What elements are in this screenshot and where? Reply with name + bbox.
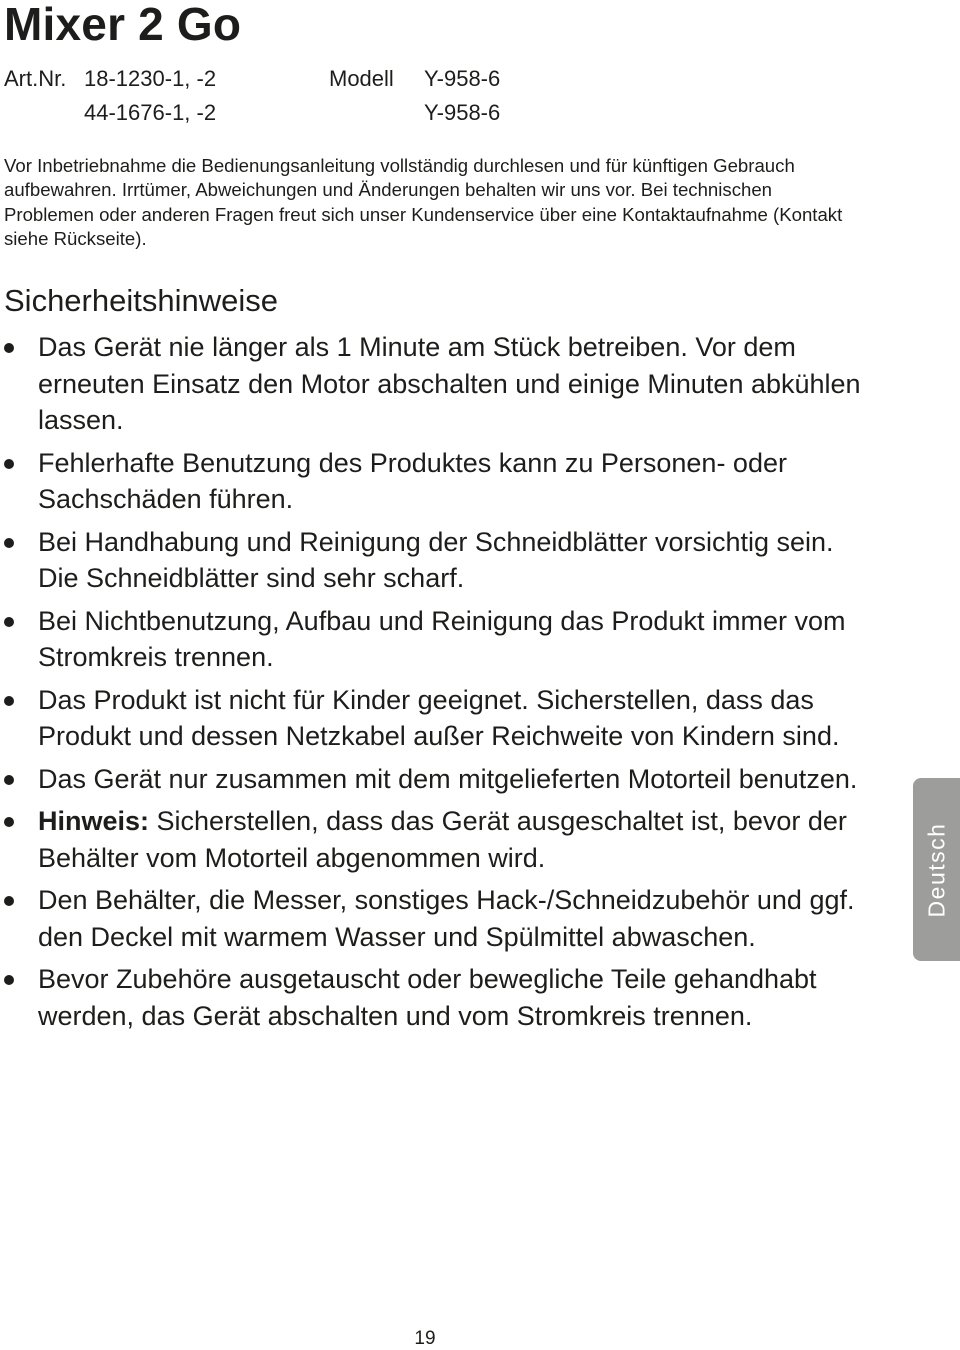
list-item-text: Fehlerhafte Benutzung des Produktes kann zu Personen- oder Sachschäden führen.: [38, 447, 787, 514]
bullet-icon: [4, 775, 14, 785]
article-number-label: Art.Nr.: [4, 66, 67, 91]
model-label: Modell: [329, 66, 394, 91]
bullet-icon: [4, 459, 14, 469]
list-item-text: Bevor Zubehöre ausgetauscht oder bewegliche Teile gehandhabt werden, das Gerät abschalten und vom Stromkreis trennen.: [38, 964, 817, 1031]
list-item: [0, 524, 870, 597]
list-item-text: Bei Handhabung und Reinigung der Schneidblätter vorsichtig sein. Die Schneidblätter sind sehr scharf.: [38, 526, 834, 593]
language-tab: [913, 778, 960, 961]
list-item-text: Sicherstellen, dass das Gerät ausgeschaltet ist, bevor der Behälter vom Motorteil abgenommen wird.: [38, 806, 847, 873]
safety-heading: Sicherheitshinweise: [4, 283, 278, 318]
bullet-icon: [4, 896, 14, 906]
language-tab-label: Deutsch: [923, 822, 949, 917]
list-item: [0, 445, 870, 518]
model-number-1: Y-958-6: [424, 66, 501, 91]
model-number-2: Y-958-6: [424, 100, 501, 125]
bullet-icon: [4, 538, 14, 548]
list-item-text: Das Gerät nur zusammen mit dem mitgelieferten Motorteil benutzen.: [38, 763, 858, 794]
list-item-text: Den Behälter, die Messer, sonstiges Hack-/Schneidzubehör und ggf. den Deckel mit warmem Wasser und Spülmittel abwaschen.: [38, 885, 855, 952]
safety-list: [0, 329, 870, 1040]
bullet-icon: [4, 975, 14, 985]
list-item: [0, 682, 870, 755]
page-number: 19: [414, 1328, 436, 1349]
article-number-2: 44-1676-1, -2: [84, 100, 217, 125]
list-item-text: Das Produkt ist nicht für Kinder geeignet. Sicherstellen, dass das Produkt und dessen Netzkabel außer Reichweite von Kindern sind.: [38, 684, 840, 751]
article-number-1: 18-1230-1, -2: [84, 66, 217, 91]
list-item: [0, 761, 870, 798]
list-item: [0, 603, 870, 676]
list-item: [0, 803, 870, 876]
list-item-text: Das Gerät nie länger als 1 Minute am Stück betreiben. Vor dem erneuten Einsatz den Motor abschalten und einige Minuten abkühlen lassen.: [38, 332, 861, 435]
bullet-icon: [4, 343, 14, 353]
list-item: [0, 329, 870, 439]
note-label: Hinweis:: [38, 806, 150, 836]
list-item: [0, 961, 870, 1034]
bullet-icon: [4, 817, 14, 827]
bullet-icon: [4, 696, 14, 706]
intro-paragraph: Vor Inbetriebnahme die Bedienungsanleitung vollständig durchlesen und für künftigen Gebrauch aufbewahren. Irrtümer, Abweichungen und Änderungen behalten wir uns vor. Bei technischen Problemen oder anderen Fragen freut sich unser Kundenservice über eine Kontaktaufnahme (Kontakt siehe Rückseite).: [4, 155, 843, 249]
list-item: [0, 882, 870, 955]
page-title: Mixer 2 Go: [4, 0, 242, 50]
list-item-text: Bei Nichtbenutzung, Aufbau und Reinigung das Produkt immer vom Stromkreis trennen.: [38, 605, 846, 672]
bullet-icon: [4, 617, 14, 627]
